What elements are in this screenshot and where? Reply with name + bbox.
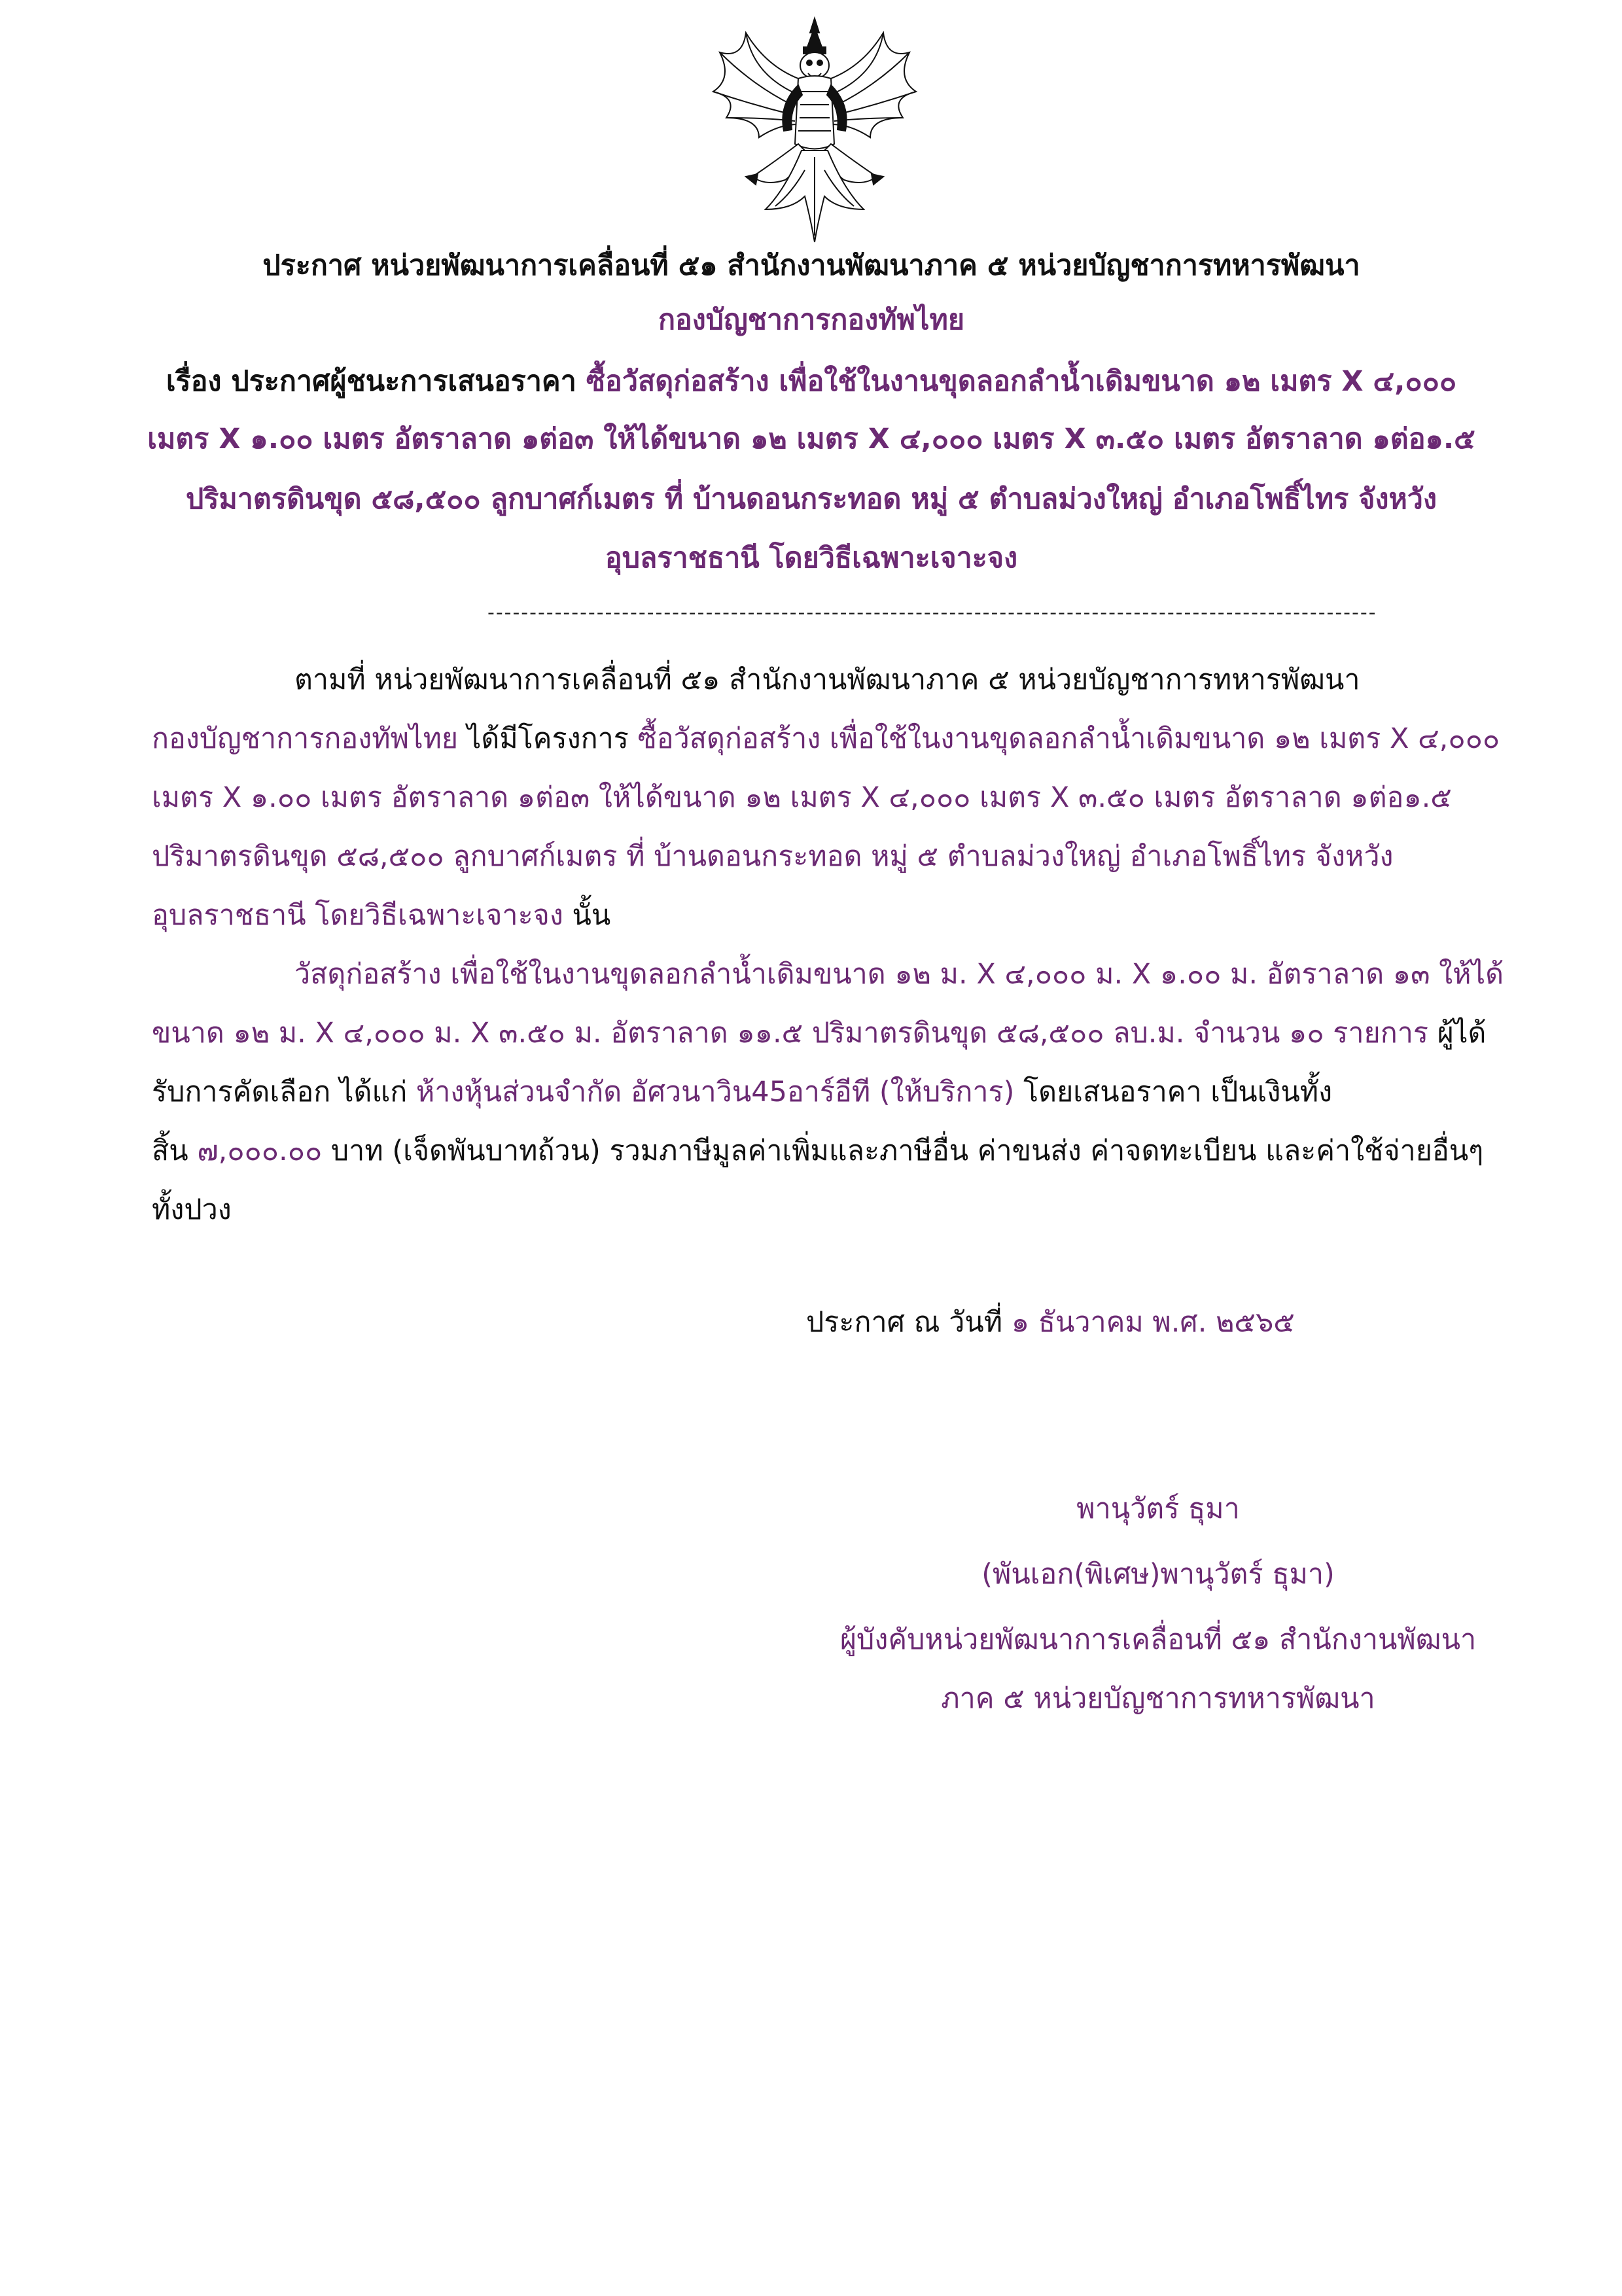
date-value: ๑ ธันวาคม พ.ศ. ๒๕๖๕ [1011, 1306, 1295, 1339]
item-spec: ขนาด ๑๒ ม. X ๔,๐๐๐ ม. X ๓.๕๐ ม. อัตราลาด ๑๑.๕ ปริมาตรดินขุด ๕๘,๕๐๐ ลบ.ม. จำนวน ๑๐ รายการ [152, 1017, 1428, 1050]
body-line-8 [152, 1078, 1467, 1106]
header-line-5: ปริมาตรดินขุด ๕๘,๕๐๐ ลูกบาศก์เมตร ที่ บ้านดอนกระทอด หมู่ ๕ ตำบลม่วงใหญ่ อำเภอโพธิ์ไทร จังหวัง [186, 483, 1437, 516]
signature-rank-name: (พันเอก(พิเศษ)พานุวัตร์ ธุมา) [981, 1558, 1335, 1591]
signature-position-1: ผู้บังคับหน่วยพัฒนาการเคลื่อนที่ ๕๑ สำนักงานพัฒนา [839, 1623, 1477, 1656]
separator: ---------------------------------------------------------------------------------------------------------- [487, 601, 1377, 624]
price-words: บาท (เจ็ดพันบาทถ้วน) รวมภาษีมูลค่าเพิ่มและภาษีอื่น ค่าขนส่ง ค่าจดทะเบียน และค่าใช้จ่ายอื่นๆ [322, 1135, 1484, 1167]
agency-name: กองบัญชาการกองทัพไทย [152, 722, 459, 755]
project-name: ซื้อวัสดุก่อสร้าง เพื่อใช้ในงานขุดลอกลำน้ำเดิมขนาด ๑๒ เมตร X ๔,๐๐๐ [637, 722, 1500, 755]
body-line-3: เมตร X ๑.๐๐ เมตร อัตราลาด ๑ต่อ๓ ให้ได้ขนาด ๑๒ เมตร X ๔,๐๐๐ เมตร X ๓.๕๐ เมตร อัตราลาด ๑ต่อ๑.๕ [152, 781, 1452, 814]
body-line-7 [152, 1017, 1487, 1050]
body-line-10: ทั้งปวง [152, 1193, 232, 1226]
header-line-4: เมตร X ๑.๐๐ เมตร อัตราลาด ๑ต่อ๓ ให้ได้ขนาด ๑๒ เมตร X ๔,๐๐๐ เมตร X ๓.๕๐ เมตร อัตราลาด ๑ต่อ๑.๕ [147, 423, 1475, 455]
total-label: สิ้น [152, 1135, 198, 1167]
winner-intro: ผู้ได้ [1428, 1017, 1487, 1050]
body-line-5 [152, 899, 1467, 932]
subject-label: เรื่อง ประกาศผู้ชนะการเสนอราคา [166, 365, 586, 398]
paragraph-end: นั้น [563, 899, 611, 932]
header-line-2: กองบัญชาการกองทัพไทย [658, 304, 965, 336]
garuda-emblem-icon [707, 13, 923, 249]
winner-name: ห้างหุ้นส่วนจำกัด อัศวนาวิน45อาร์อีที (ให้บริการ) [415, 1076, 1015, 1108]
selected-label: รับการคัดเลือก ได้แก่ [152, 1076, 416, 1108]
body-line-4: ปริมาตรดินขุด ๕๘,๕๐๐ ลูกบาศก์เมตร ที่ บ้านดอนกระทอด หมู่ ๕ ตำบลม่วงใหญ่ อำเภอโพธิ์ไทร จังหวัง [152, 840, 1394, 873]
date-label: ประกาศ ณ วันที่ [806, 1306, 1012, 1339]
header-line-3 [118, 365, 1505, 398]
offer-label: โดยเสนอราคา เป็นเงินทั้ง [1014, 1076, 1333, 1108]
header-line-1: ประกาศ หน่วยพัฒนาการเคลื่อนที่ ๕๑ สำนักงานพัฒนาภาค ๕ หน่วยบัญชาการทหารพัฒนา [262, 249, 1360, 282]
project-intro: ได้มีโครงการ [458, 722, 638, 755]
body-line-2 [152, 722, 1500, 755]
subject-title: ซื้อวัสดุก่อสร้าง เพื่อใช้ในงานขุดลอกลำน้ำเดิมขนาด ๑๒ เมตร X ๔,๐๐๐ [586, 365, 1457, 398]
announcement-date [806, 1306, 1295, 1339]
procurement-method: อุบลราชธานี โดยวิธีเฉพาะเจาะจง [152, 899, 563, 932]
signature-name: พานุวัตร์ ธุมา [1076, 1492, 1240, 1525]
body-line-6: วัสดุก่อสร้าง เพื่อใช้ในงานขุดลอกลำน้ำเดิมขนาด ๑๒ ม. X ๔,๐๐๐ ม. X ๑.๐๐ ม. อัตราลาด ๑๓ ให้ได้ [294, 958, 1504, 991]
body-line-9 [152, 1135, 1484, 1167]
header-line-6: อุบลราชธานี โดยวิธีเฉพาะเจาะจง [605, 542, 1018, 574]
signature-position-2: ภาค ๕ หน่วยบัญชาการทหารพัฒนา [941, 1682, 1375, 1715]
body-line-1: ตามที่ หน่วยพัฒนาการเคลื่อนที่ ๕๑ สำนักงานพัฒนาภาค ๕ หน่วยบัญชาการทหารพัฒนา [294, 663, 1360, 696]
price-amount: ๗,๐๐๐.๐๐ [197, 1135, 323, 1167]
